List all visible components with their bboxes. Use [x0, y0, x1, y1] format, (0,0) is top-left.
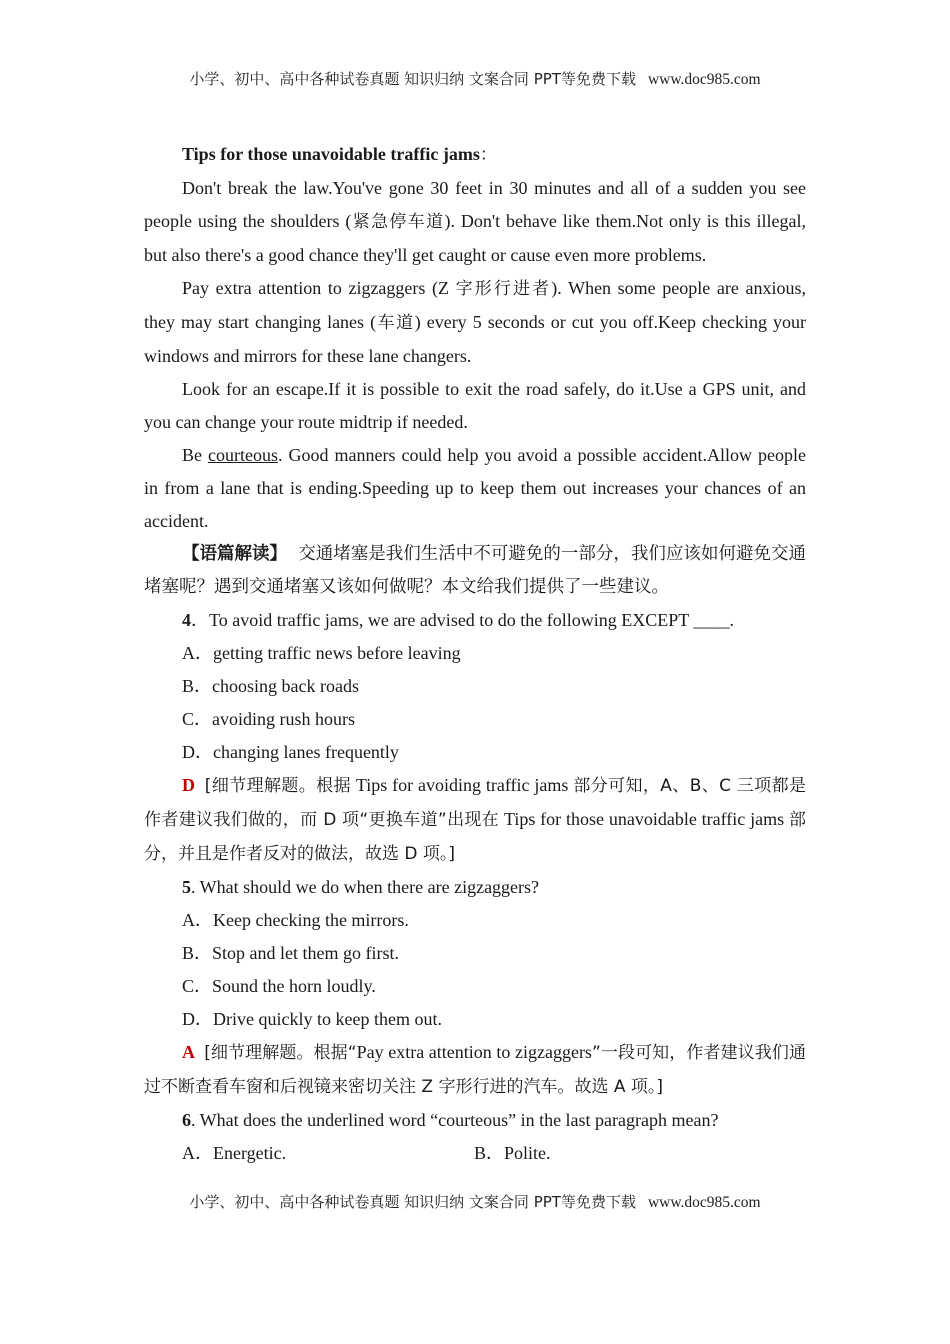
- q5-option-a: A．Keep checking the mirrors.: [182, 910, 409, 930]
- q5-answer: A: [182, 1042, 195, 1062]
- page-footer: [0, 1191, 950, 1212]
- question-5: 5. What should we do when there are zigzaggers?: [182, 877, 540, 897]
- question-6: 6. What does the underlined word “courteous” in the last paragraph mean?: [182, 1110, 719, 1130]
- paragraph-4: Be courteous. Good manners could help you avoid a possible accident.Allow people in from a lane that is ending.Speeding up to keep them out increases your chances of an accident.: [144, 445, 806, 531]
- q4-option-d: D．changing lanes frequently: [182, 742, 399, 762]
- page-header: [0, 68, 950, 89]
- q4-option-b: B．choosing back roads: [182, 676, 359, 696]
- q5-option-b: B．Stop and let them go first.: [182, 943, 399, 963]
- q4-option-c: C．avoiding rush hours: [182, 709, 355, 729]
- question-4: 4．To avoid traffic jams, we are advised to do the following EXCEPT ____.: [182, 610, 734, 630]
- document-body: [144, 138, 806, 1170]
- q6-option-a: A．Energetic.: [182, 1143, 287, 1163]
- q4-answer: D: [182, 775, 195, 795]
- q5-explanation: A [细节理解题。根据“Pay extra attention to zigzaggers”一段可知，作者建议我们通过不断查看车窗和后视镜来密切关注 Z 字形行进的汽车。故选 A 项。]: [144, 1042, 807, 1097]
- underlined-word: courteous: [208, 445, 278, 465]
- footer-url[interactable]: www.doc985.com: [647, 1194, 761, 1211]
- analysis-label: 【语篇解读】: [182, 544, 288, 564]
- paragraph-3: Look for an escape.If it is possible to exit the road safely, do it.Use a GPS unit, and you can change your route midtrip if needed.: [144, 379, 806, 432]
- paragraph-1: Don't break the law.You've gone 30 feet in 30 minutes and all of a sudden you see people using the shoulders (紧急停车道). Don't behave like them.Not only is this illegal, but also there's a good chance they'll get caught or cause even more problems.: [144, 178, 807, 265]
- footer-text: 小学、初中、高中各种试卷真题 知识归纳 文案合同 PPT等免费下载: [189, 1193, 636, 1211]
- q6-option-b: B．Polite.: [474, 1143, 551, 1163]
- q6-options: [144, 1137, 806, 1170]
- q5-option-c: C．Sound the horn loudly.: [182, 976, 376, 996]
- q4-option-a: A．getting traffic news before leaving: [182, 643, 461, 663]
- q5-option-d: D．Drive quickly to keep them out.: [182, 1009, 442, 1029]
- q4-explanation: D [细节理解题。根据 Tips for avoiding traffic jams 部分可知，A、B、C 三项都是作者建议我们做的，而 D 项“更换车道”出现在 Tips for those unavoidable traffic jams 部分，并且是作者反对的做法，故选 D 项。]: [144, 775, 806, 864]
- paragraph-2: Pay extra attention to zigzaggers (Z 字形行进者). When some people are anxious, they may start changing lanes (车道) every 5 seconds or cut you off.Keep checking your windows and mirrors for these lane changers.: [144, 278, 807, 366]
- passage-heading: Tips for those unavoidable traffic jams：: [182, 144, 497, 165]
- header-text: 小学、初中、高中各种试卷真题 知识归纳 文案合同 PPT等免费下载: [189, 70, 636, 88]
- header-url[interactable]: www.doc985.com: [647, 71, 761, 88]
- passage-analysis: 【语篇解读】 交通堵塞是我们生活中不可避免的一部分，我们应该如何避免交通堵塞呢？遇到交通堵塞又该如何做呢？本文给我们提供了一些建议。: [144, 544, 806, 597]
- heading-text: Tips for those unavoidable traffic jams: [182, 144, 480, 164]
